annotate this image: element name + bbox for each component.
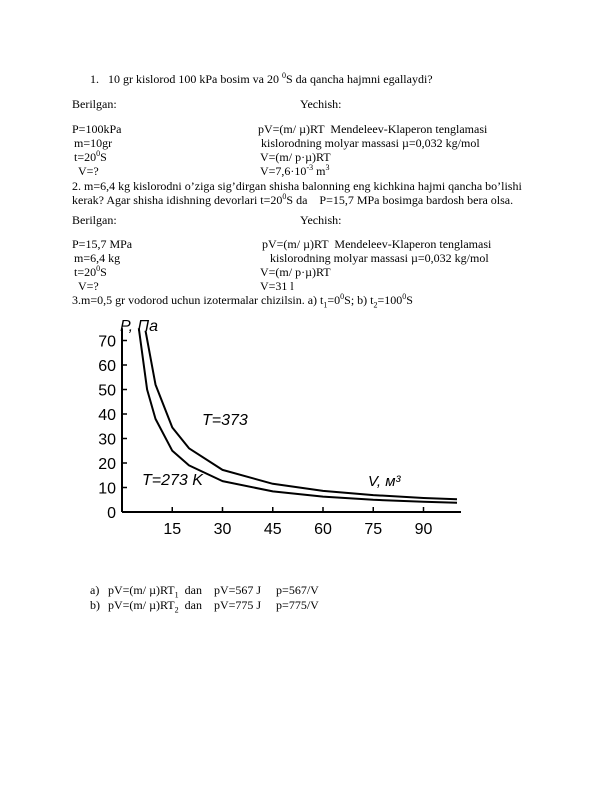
q1-text-post: S da qancha hajmni egallaydi? xyxy=(286,72,433,86)
q1-result-exp: -3 xyxy=(306,163,314,172)
q2-given-m: m=6,4 kg xyxy=(74,251,121,265)
q1-result-pre: V=7,6·10 xyxy=(260,164,307,178)
q3-t2-sub: 2 xyxy=(373,300,378,310)
x-tick-label: 90 xyxy=(414,521,433,538)
q2-solution-heading: Yechish: xyxy=(300,213,342,227)
q1-given-v: V=? xyxy=(78,164,99,178)
y-tick-label: 70 xyxy=(98,333,116,351)
series-label-t273: T=273 K xyxy=(142,472,203,489)
answer-b-label: b) xyxy=(90,598,100,612)
y-tick-label: 40 xyxy=(98,407,116,424)
q3-post: S xyxy=(406,293,413,307)
answer-a-sub: 1 xyxy=(174,590,179,600)
q1-sol-result xyxy=(260,164,329,178)
x-tick-label: 75 xyxy=(364,521,383,538)
q3-pre: 3.m=0,5 gr vodorod uchun izotermalar chizilsin. a) t xyxy=(72,293,324,307)
q2-line2-post: S da P=15,7 MPa bosimga bardosh bera olsa. xyxy=(286,193,514,207)
y-tick-label: 20 xyxy=(98,456,116,473)
x-tick-label: 30 xyxy=(213,521,232,538)
answer-a-rest: dan pV=567 J p=567/V xyxy=(178,583,319,597)
q1-result-unit-exp: 3 xyxy=(325,163,330,172)
q1-number: 1. xyxy=(90,72,99,86)
y-tick-label: 10 xyxy=(98,480,116,498)
answer-a-label: a) xyxy=(90,583,100,597)
q2-given-t-post: S xyxy=(100,265,107,279)
q3-mid3: =100 xyxy=(377,293,403,307)
answer-b-formula: pV=(m/ µ)RT xyxy=(108,598,175,612)
q2-sol-equation: pV=(m/ µ)RT Mendeleev-Klaperon tenglamasi xyxy=(262,237,492,251)
q1-degree-sup: 0 xyxy=(282,71,286,80)
answer-a-formula: pV=(m/ µ)RT xyxy=(108,583,175,597)
x-tick-label: 60 xyxy=(314,521,332,538)
q1-given-heading: Berilgan: xyxy=(72,97,117,111)
q3-mid1: =0 xyxy=(327,293,341,307)
x-axis-label: V, м³ xyxy=(368,473,401,490)
answer-a-text xyxy=(108,583,319,600)
q2-given-t-sup: 0 xyxy=(96,264,101,273)
q3-text xyxy=(72,292,413,310)
answer-b-sub: 2 xyxy=(174,605,179,615)
q2-line2 xyxy=(72,193,513,207)
q1-solution-heading: Yechish: xyxy=(300,97,342,111)
q3-t1-sub: 1 xyxy=(323,300,328,310)
q1-given-t-pre: t=20 xyxy=(74,150,97,164)
q2-given-p: P=15,7 MPa xyxy=(72,237,133,251)
q1-given-t-post: S xyxy=(100,150,107,164)
x-tick-label: 45 xyxy=(263,521,282,538)
q2-sol-result: V=31 l xyxy=(260,279,294,293)
series-label-t373: T=373 xyxy=(202,412,248,429)
answer-b-rest: dan pV=775 J p=775/V xyxy=(178,598,319,612)
answer-b-text xyxy=(108,598,319,615)
q3-deg2: 0 xyxy=(402,292,407,301)
q2-sol-molar-mass: kislorodning molyar massasi µ=0,032 kg/mol xyxy=(270,251,489,265)
y-axis-label: P, Па xyxy=(120,318,158,335)
q2-given-heading: Berilgan: xyxy=(72,213,117,227)
q1-text-pre: 10 gr kislorod 100 kPa bosim va 20 xyxy=(108,72,282,86)
y-tick-label: 30 xyxy=(98,431,116,449)
q3-mid2: S; b) t xyxy=(344,293,374,307)
q2-line2-sup: 0 xyxy=(282,192,287,201)
q2-sol-v-formula: V=(m/ p·µ)RT xyxy=(260,265,331,279)
x-tick-label: 15 xyxy=(163,521,182,538)
y-tick-label: 0 xyxy=(107,505,116,522)
isotherm-chart xyxy=(92,310,433,550)
q2-given-v: V=? xyxy=(78,279,99,293)
q2-given-t xyxy=(74,265,107,279)
q2-line2-pre: kerak? Agar shisha idishning devorlari t=20 xyxy=(72,193,283,207)
y-tick-label: 60 xyxy=(98,358,116,375)
q1-given-t-sup: 0 xyxy=(96,149,101,158)
y-tick-label: 50 xyxy=(98,382,116,400)
q1-given-p: P=100kPa xyxy=(72,122,122,136)
q1-given-m: m=10gr xyxy=(74,136,113,150)
q2-given-t-pre: t=20 xyxy=(74,265,97,279)
q1-result-unit: m xyxy=(313,164,326,178)
q1-sol-molar-mass: kislorodning molyar massasi µ=0,032 kg/mol xyxy=(261,136,480,150)
q3-deg1: 0 xyxy=(340,292,345,301)
q1-sol-v-formula: V=(m/ p·µ)RT xyxy=(260,150,331,164)
q1-sol-equation: pV=(m/ µ)RT Mendeleev-Klaperon tenglamasi xyxy=(258,122,488,136)
q2-line1: 2. m=6,4 kg kislorodni o’ziga sig’dirgan shisha balonning eng kichkina hajmi qancha bo’lishi xyxy=(72,179,522,193)
q1-text xyxy=(108,72,433,86)
q1-given-t xyxy=(74,150,107,164)
